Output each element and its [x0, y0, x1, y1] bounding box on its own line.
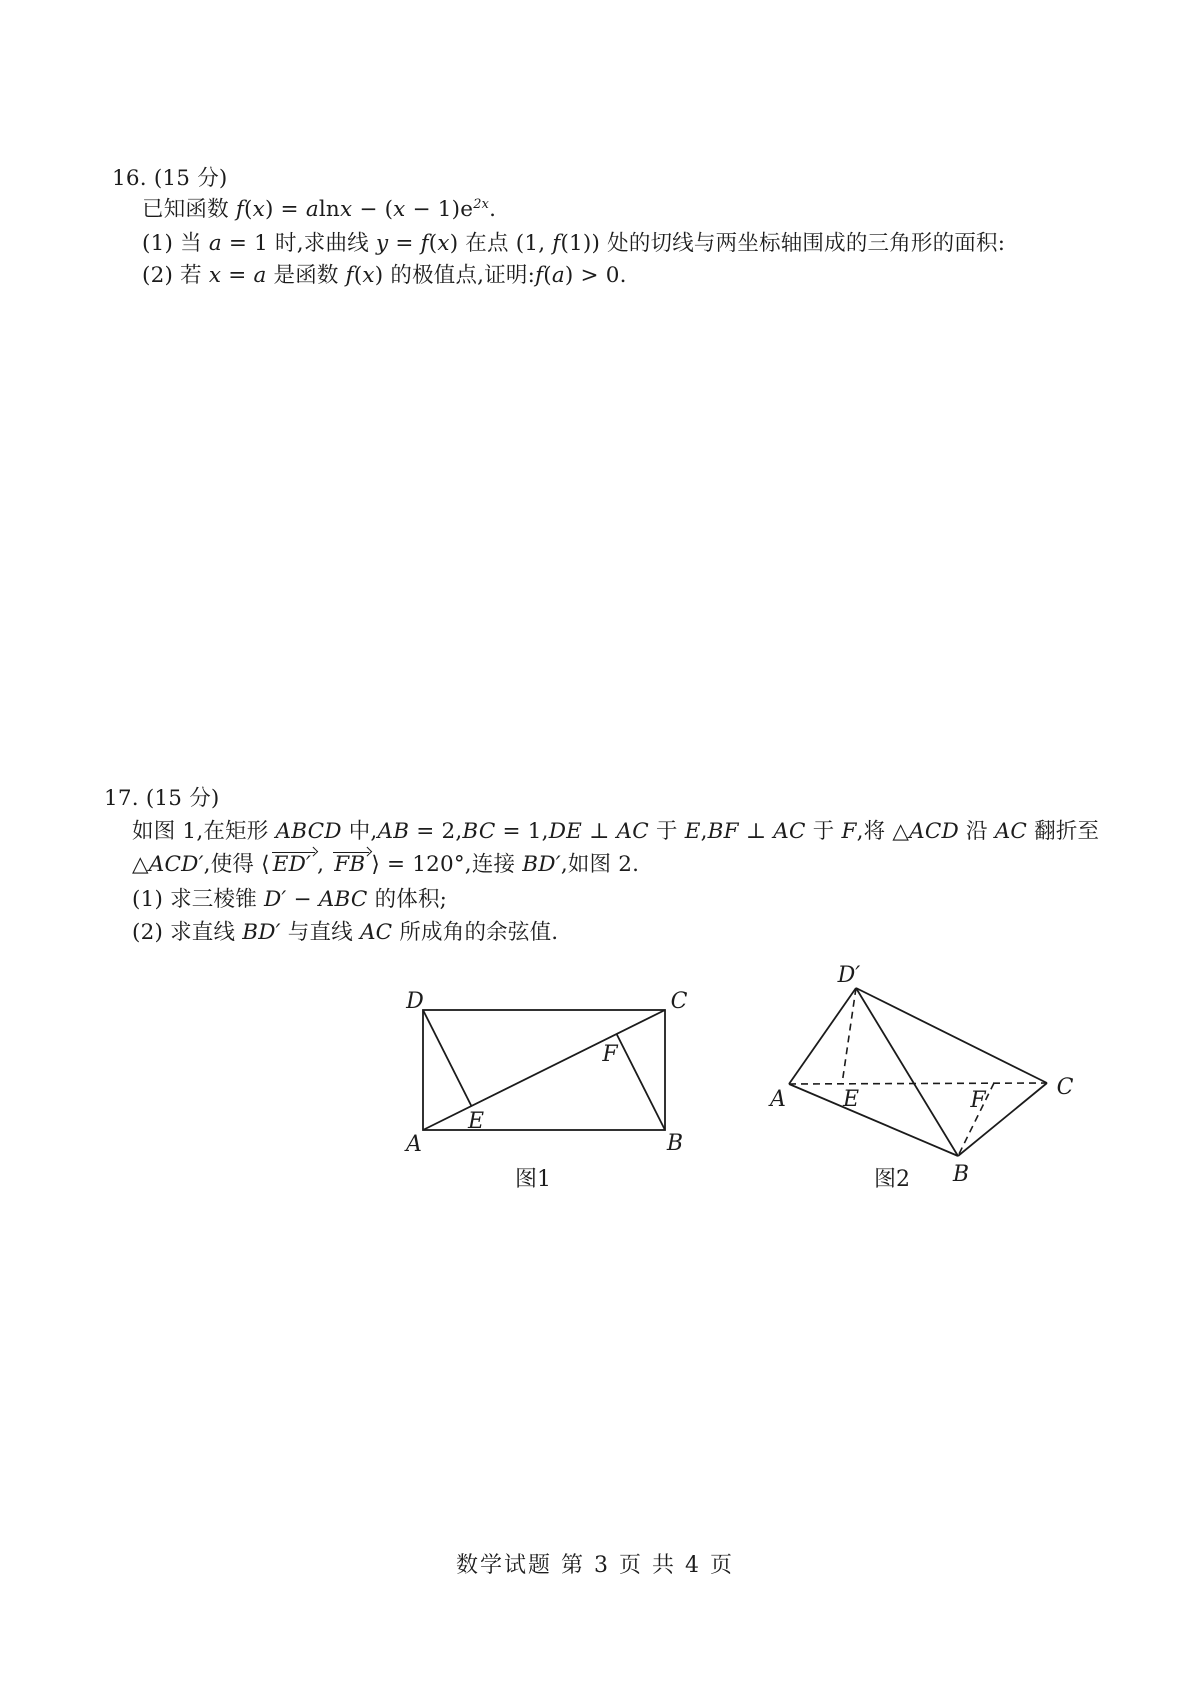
- text-run: x: [362, 263, 375, 288]
- text-run: .: [489, 197, 497, 222]
- text-run: 是函数: [266, 263, 346, 288]
- text-run: f: [420, 231, 429, 256]
- text-run: x: [393, 197, 406, 222]
- text-run: 与直线: [280, 920, 360, 945]
- text-run: (2) 求直线: [132, 920, 243, 945]
- text-run: ,将 △: [856, 819, 910, 844]
- fig2-label-e: E: [842, 1087, 860, 1112]
- text-run: 2x: [473, 197, 490, 213]
- text-run: 17. (15 分): [104, 786, 220, 811]
- text-run: ) 的极值点,证明:: [374, 263, 536, 288]
- text-run: 沿: [958, 819, 995, 844]
- text-run: =: [221, 263, 254, 288]
- fig2-caption: 图2: [874, 1167, 910, 1192]
- fig2-solid-edges: [789, 988, 1047, 1156]
- fig2-dashed-edges: [789, 988, 1047, 1156]
- fig1-edges: [423, 1010, 665, 1130]
- text-run: (: [353, 263, 363, 288]
- q17-part2: [132, 920, 558, 947]
- text-run: 16. (15 分): [112, 166, 228, 191]
- text-run: a: [208, 231, 222, 256]
- fig2-dashed-dprime-e: [842, 988, 856, 1084]
- text-run: f: [535, 263, 544, 288]
- q17-line2: [132, 852, 639, 879]
- fig1-label-f: F: [602, 1042, 618, 1067]
- text-run: ABCD: [275, 819, 342, 844]
- q16-header: [112, 166, 228, 193]
- figure2-diagram: [740, 950, 1100, 1200]
- fig1-label-c: C: [670, 989, 688, 1014]
- q17-line1: [132, 819, 1099, 846]
- figure1-diagram: [400, 975, 700, 1195]
- text-run: =: [388, 231, 421, 256]
- text-run: AC: [359, 920, 393, 945]
- fig2-edge-a-dprime: [789, 988, 856, 1084]
- text-run: a: [253, 263, 267, 288]
- text-run: 中,: [341, 819, 378, 844]
- text-run: ,: [700, 819, 708, 844]
- q17-header: [104, 786, 220, 813]
- q16-part1: [142, 231, 1005, 258]
- fig2-label-a: A: [770, 1087, 786, 1112]
- text-run: = 2,: [409, 819, 463, 844]
- text-run: − 1)e: [405, 197, 474, 222]
- text-run: (: [543, 263, 552, 288]
- text-run: f: [345, 263, 354, 288]
- fig2-dashed-a-c: [789, 1083, 1047, 1084]
- text-run: ACD′: [148, 852, 204, 877]
- text-run: ABC: [318, 887, 368, 912]
- text-run: f: [552, 231, 561, 256]
- text-run: E: [684, 819, 701, 844]
- text-run: 于: [805, 819, 842, 844]
- fig1-label-e: E: [467, 1109, 485, 1134]
- text-run: 所成角的余弦值.: [392, 920, 559, 945]
- text-run: (: [244, 197, 253, 222]
- text-run: BD′: [522, 852, 561, 877]
- text-run: ⊥: [582, 819, 617, 844]
- fig2-edge-a-b: [789, 1084, 958, 1156]
- text-run: ,: [317, 852, 332, 877]
- text-run: 于: [648, 819, 685, 844]
- text-run: ⟩ = 120°,连接: [371, 852, 523, 877]
- q16-intro: [142, 197, 496, 224]
- fig1-segment-de: [423, 1010, 471, 1106]
- text-run: BF: [707, 819, 739, 844]
- text-run: 已知函数: [142, 197, 236, 222]
- fig1-label-a: A: [406, 1132, 422, 1157]
- text-run: 如图 1,在矩形: [132, 819, 276, 844]
- fig1-label-d: D: [406, 989, 424, 1014]
- text-run: ,使得 ⟨: [203, 852, 270, 877]
- q17-part1: [132, 887, 447, 914]
- text-run: ED′: [272, 852, 315, 877]
- text-run: x: [437, 231, 450, 256]
- text-run: x: [252, 197, 265, 222]
- text-run: − (: [352, 197, 394, 222]
- text-run: x: [208, 263, 222, 288]
- text-run: (1) 求三棱锥: [132, 887, 264, 912]
- text-run: −: [286, 887, 319, 912]
- text-run: ⊥: [738, 819, 774, 844]
- text-run: AB: [377, 819, 410, 844]
- text-run: f: [235, 197, 245, 222]
- fig2-label-b: B: [952, 1162, 970, 1187]
- q16-part2: [142, 263, 627, 290]
- text-run: (2) 若: [142, 263, 209, 288]
- text-run: ACD: [909, 819, 959, 844]
- text-run: △: [132, 852, 149, 877]
- text-run: BD′: [242, 920, 281, 945]
- text-run: D′: [263, 887, 287, 912]
- text-run: ) > 0.: [564, 263, 627, 288]
- fig2-label-c: C: [1056, 1075, 1074, 1100]
- text-run: = 1,: [495, 819, 549, 844]
- page-footer: 数学试题 第 3 页 共 4 页: [456, 1553, 734, 1578]
- text-run: (1) 当: [142, 231, 209, 256]
- text-run: AC: [616, 819, 649, 844]
- text-run: BC: [462, 819, 496, 844]
- text-run: F: [841, 819, 857, 844]
- text-run: ) 在点 (1,: [449, 231, 553, 256]
- fig1-label-b: B: [666, 1131, 684, 1156]
- text-run: ,如图 2.: [560, 852, 640, 877]
- text-run: (: [428, 231, 438, 256]
- text-run: AC: [773, 819, 806, 844]
- text-run: ) =: [264, 197, 306, 222]
- text-run: DE: [548, 819, 583, 844]
- fig1-diagonal-ac: [423, 1010, 665, 1130]
- text-run: (1)) 处的切线与两坐标轴围成的三角形的面积:: [560, 231, 1006, 256]
- text-run: AC: [994, 819, 1028, 844]
- fig2-label-f: F: [970, 1088, 986, 1113]
- text-run: ln: [318, 197, 340, 222]
- text-run: a: [305, 197, 319, 222]
- text-run: y: [375, 231, 389, 256]
- text-run: FB: [333, 852, 369, 877]
- fig1-caption: 图1: [515, 1167, 551, 1192]
- text-run: 翻折至: [1027, 819, 1100, 844]
- text-run: = 1 时,求曲线: [221, 231, 376, 256]
- text-run: 的体积;: [367, 887, 448, 912]
- text-run: a: [551, 263, 565, 288]
- fig1-segment-bf: [617, 1034, 665, 1130]
- text-run: x: [339, 197, 353, 222]
- fig2-label-dprime: D′: [837, 963, 861, 988]
